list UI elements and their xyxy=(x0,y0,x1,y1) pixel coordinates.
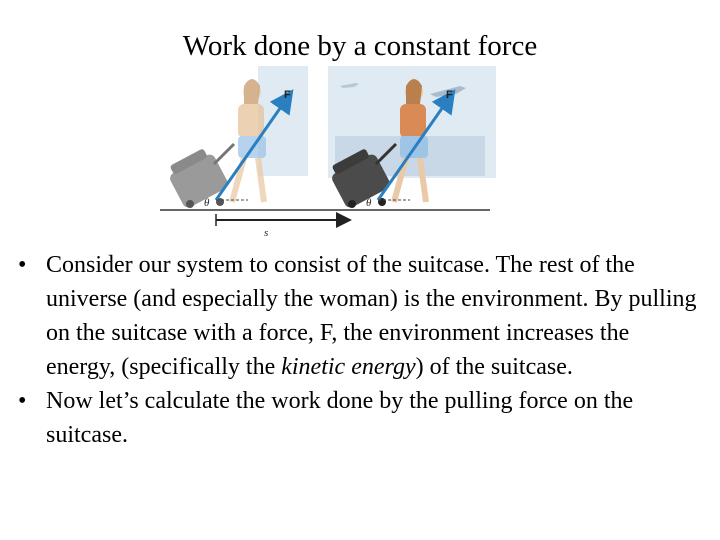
force-label-before: F xyxy=(284,89,291,101)
suitcase-before xyxy=(168,144,234,210)
bullet-text: Now let’s calculate the work done by the pulling force on the suitcase. xyxy=(46,388,634,448)
bullet-item xyxy=(18,248,698,384)
slide-title: Work done by a constant force xyxy=(182,30,538,62)
bullet-marker: • xyxy=(18,388,27,414)
angle-label-after: θ xyxy=(366,197,372,209)
bullet-marker: • xyxy=(18,252,27,278)
bullet-text-end: ) of the suitcase. xyxy=(415,354,573,380)
suitcase-illustration xyxy=(160,64,500,244)
bullet-list xyxy=(18,248,698,452)
bullet-item xyxy=(18,384,698,452)
force-label-after: F xyxy=(446,89,453,101)
bullet-emphasis: kinetic energy xyxy=(281,354,416,380)
window-panel-left xyxy=(258,66,308,176)
displacement-label: s xyxy=(264,227,269,239)
suitcase-figure xyxy=(160,64,500,244)
bullet-text: Consider our system to consist of the suitcase. The rest of the universe (and especially the woman) is the environment. By pulling on the suitcase with a force, F, the environment increases the energy, (specifically the xyxy=(46,252,697,380)
angle-label-before: θ xyxy=(204,197,210,209)
